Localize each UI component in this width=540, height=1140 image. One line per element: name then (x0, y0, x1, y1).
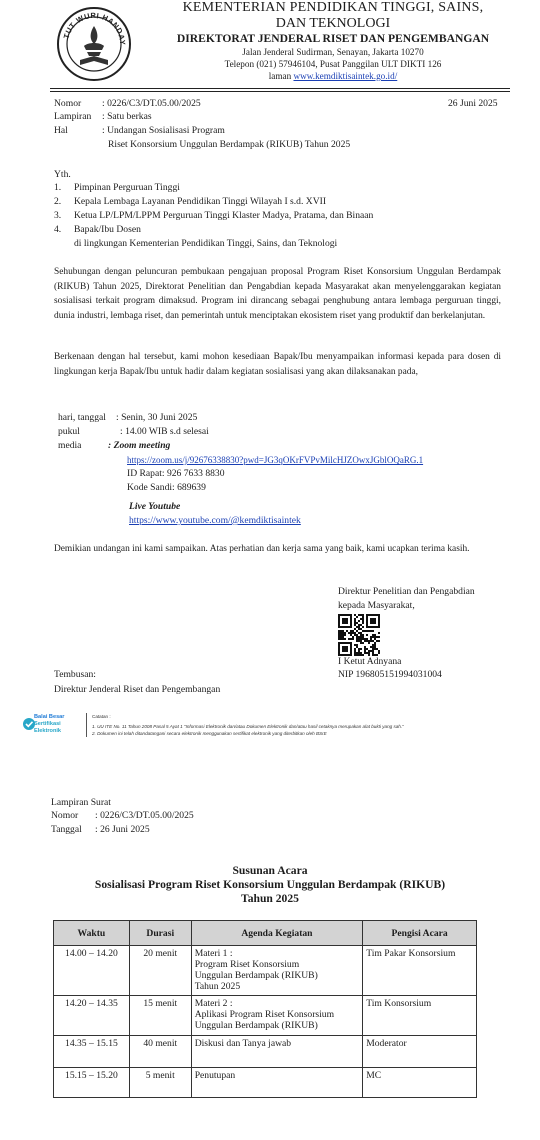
hal-value-line-1: : Undangan Sosialisasi Program (102, 125, 225, 136)
cell-durasi: 15 menit (129, 996, 191, 1036)
letterhead-address: Jalan Jenderal Sudirman, Senayan, Jakarta 10270 (242, 47, 424, 57)
nomor-value: : 0226/C3/DT.05.00/2025 (102, 98, 201, 109)
cell-agenda: Materi 1 : Program Riset Konsorsium Unggulan Berdampak (RIKUB) Tahun 2025 (191, 946, 363, 996)
meeting-id: ID Rapat: 926 7633 8830 (127, 468, 225, 479)
recipient-num: 4. (54, 224, 62, 235)
schedule-header-row (54, 921, 477, 946)
letterhead-website (138, 71, 528, 81)
footer-note-1: 1. UU ITE No. 11 Tahun 2008 Pasal 5 Ayat 1 "Informasi Elektronik dan/atau Dokumen Elektronik dan/atau hasil cetaknya merupakan alat bukti yang sah." (92, 724, 404, 729)
attachment-tanggal-value: : 26 Juni 2025 (95, 824, 150, 835)
column-header-pengisi: Pengisi Acara (363, 921, 477, 946)
body-paragraph-1: Sehubungan dengan peluncuran pembukaan pengajuan proposal Program Riset Konsorsium Unggulan Berdampak (RIKUB) Tahun 2025, Direktorat Penelitian dan Pengabdian kepada Masyarakat akan menyelenggarakan kegiatan sosialisasi terkait program dimaksud. Program ini dirancang sebagai penghubung antara lembaga perguruan tinggi, dunia industri, lembaga riset, dan pemerintah untuk menciptakan ekosistem riset yang produktif dan berkelanjutan. (54, 267, 501, 321)
footer-note-2: 2. Dokumen ini telah ditandatangani secara elektronik menggunakan sertifikat elektronik yang diterbitkan oleh BSrE (92, 731, 327, 736)
column-header-agenda: Agenda Kegiatan (191, 921, 363, 946)
table-row (54, 1068, 477, 1098)
recipient-text: Ketua LP/LPM/LPPM Perguruan Tinggi Klaster Madya, Pratama, dan Binaan (74, 210, 374, 221)
cell-pengisi: Moderator (363, 1036, 477, 1068)
cell-waktu: 15.15 – 15.20 (54, 1068, 130, 1098)
youtube-link[interactable]: https://www.youtube.com/@kemdiktisaintek (129, 515, 301, 526)
day-value: : Senin, 30 Juni 2025 (116, 412, 198, 423)
website-prefix: laman (268, 71, 292, 81)
footer-divider (86, 713, 87, 737)
nomor-label: Nomor (54, 98, 82, 109)
signatory-title-1: Direktur Penelitian dan Pengabdian (338, 586, 475, 597)
letter-date: 26 Juni 2025 (448, 98, 498, 109)
bsre-line-1: Balai Besar (34, 714, 65, 720)
svg-text:TUT WURI HANDAYANI: TUT WURI HANDAY (61, 10, 128, 45)
live-youtube-title: Live Youtube (129, 501, 181, 512)
tembusan-label: Tembusan: (54, 669, 96, 680)
schedule-heading-3: Tahun 2025 (241, 892, 299, 905)
cell-durasi: 5 menit (129, 1068, 191, 1098)
tut-wuri-handayani-logo (54, 4, 134, 82)
body-paragraph-2: Berkenaan dengan hal tersebut, kami mohon kesediaan Bapak/Ibu menyampaikan informasi kepada para dosen di lingkungan kerja Bapak/Ibu untuk hadir dalam kegiatan sosialisasi yang akan dilaksanakan pada, (54, 352, 501, 377)
zoom-link[interactable]: https://zoom.us/j/92676338830?pwd=JG3qOKrFVPvMilcHJZOwxJGblOQaRG.1 (127, 455, 424, 465)
closing-paragraph: Demikian undangan ini kami sampaikan. Atas perhatian dan kerja sama yang baik, kami ucapkan terima kasih. (54, 544, 470, 554)
table-row (54, 996, 477, 1036)
table-row (54, 1036, 477, 1068)
schedule-heading-2: Sosialisasi Program Riset Konsorsium Unggulan Berdampak (RIKUB) (94, 878, 446, 891)
letterhead-divider (50, 88, 510, 89)
cell-agenda: Penutupan (191, 1068, 363, 1098)
time-label: pukul (58, 426, 80, 437)
media-value: : Zoom meeting (108, 440, 171, 451)
table-row (54, 946, 477, 996)
column-header-waktu: Waktu (54, 921, 130, 946)
hal-label: Hal (54, 125, 68, 136)
cell-pengisi: Tim Konsorsium (363, 996, 477, 1036)
recipient-text: Pimpinan Perguruan Tinggi (74, 182, 180, 193)
recipient-text: Bapak/Ibu Dosen (74, 224, 141, 235)
ministry-line-2: DAN TEKNOLOGI (275, 16, 391, 31)
cell-agenda: Diskusi dan Tanya jawab (191, 1036, 363, 1068)
schedule-heading-1: Susunan Acara (232, 864, 308, 877)
qr-code (338, 614, 380, 656)
recipient-num: 1. (54, 182, 62, 193)
signatory-nip: NIP 196805151994031004 (338, 669, 442, 680)
recipient-num: 3. (54, 210, 62, 221)
schedule-table (53, 920, 477, 1098)
meeting-passcode: Kode Sandi: 689639 (127, 482, 206, 493)
media-label: media (58, 440, 82, 451)
attachment-title: Lampiran Surat (51, 797, 111, 808)
recipient-text: Kepala Lembaga Layanan Pendidikan Tinggi Wilayah I s.d. XVII (74, 196, 327, 207)
yth-label: Yth. (54, 169, 71, 180)
attachment-nomor-label: Nomor (51, 810, 79, 821)
bsre-logo (22, 714, 82, 742)
cell-durasi: 40 menit (129, 1036, 191, 1068)
tembusan-item: Direktur Jenderal Riset dan Pengembangan (54, 684, 221, 695)
lampiran-label: Lampiran (54, 111, 92, 122)
bsre-line-2: Sertifikasi (34, 721, 61, 727)
ministry-line-1: KEMENTERIAN PENDIDIKAN TINGGI, SAINS, (182, 0, 484, 15)
cell-agenda: Materi 2 : Aplikasi Program Riset Konsorsium Unggulan Berdampak (RIKUB) (191, 996, 363, 1036)
website-link[interactable]: www.kemdiktisaintek.go.id/ (293, 71, 398, 81)
signatory-name: I Ketut Adnyana (338, 656, 402, 667)
letterhead-phone: Telepon (021) 57946104, Pusat Panggilan ULT DIKTI 126 (224, 59, 442, 69)
footer-catatan: Catatan : (92, 714, 111, 719)
day-label: hari, tanggal (58, 412, 106, 423)
directorate-name: DIREKTORAT JENDERAL RISET DAN PENGEMBANGAN (176, 32, 490, 45)
cell-durasi: 20 menit (129, 946, 191, 996)
lampiran-value: : Satu berkas (102, 111, 152, 122)
bsre-line-3: Elektronik (34, 728, 62, 734)
cell-waktu: 14.20 – 14.35 (54, 996, 130, 1036)
recipient-sub: di lingkungan Kementerian Pendidikan Tinggi, Sains, dan Teknologi (74, 238, 338, 249)
attachment-nomor-value: : 0226/C3/DT.05.00/2025 (95, 810, 194, 821)
column-header-durasi: Durasi (129, 921, 191, 946)
letterhead-divider-thin (50, 91, 510, 92)
cell-waktu: 14.35 – 15.15 (54, 1036, 130, 1068)
cell-pengisi: MC (363, 1068, 477, 1098)
attachment-tanggal-label: Tanggal (51, 824, 82, 835)
cell-pengisi: Tim Pakar Konsorsium (363, 946, 477, 996)
signatory-title-2: kepada Masyarakat, (338, 600, 415, 611)
cell-waktu: 14.00 – 14.20 (54, 946, 130, 996)
recipient-num: 2. (54, 196, 62, 207)
hal-value-line-2: Riset Konsorsium Unggulan Berdampak (RIKUB) Tahun 2025 (108, 139, 351, 150)
time-value: : 14.00 WIB s.d selesai (120, 426, 209, 437)
